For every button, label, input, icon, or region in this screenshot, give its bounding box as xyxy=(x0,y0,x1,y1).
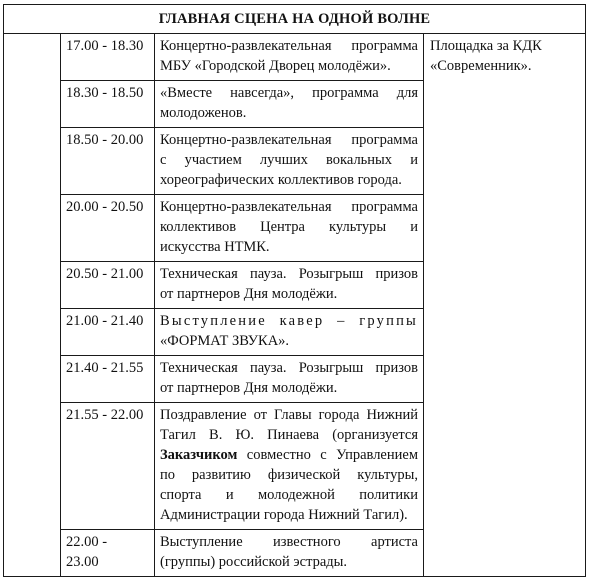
description-line: Поздравление от Главы города Нижний xyxy=(160,407,418,423)
description-line: Техническая пауза. Розыгрыш призов xyxy=(160,360,418,376)
description-line: (группы) российской эстрады. xyxy=(160,554,348,570)
time-text: 18.30 - 18.50 xyxy=(66,85,144,101)
description-cell xyxy=(155,262,424,309)
venue-line: Площадка за КДК xyxy=(430,38,542,54)
time-text: 21.55 - 22.00 xyxy=(66,407,144,423)
time-text: 17.00 - 18.30 xyxy=(66,38,144,54)
time-cell xyxy=(61,34,155,81)
time-text: 23.00 xyxy=(66,554,99,570)
schedule-table xyxy=(3,4,586,577)
description-cell xyxy=(155,530,424,577)
time-cell xyxy=(61,262,155,309)
description-line: искусства НТМК. xyxy=(160,239,270,255)
description-cell xyxy=(155,403,424,530)
time-cell xyxy=(61,403,155,530)
table-row xyxy=(4,34,586,81)
description-line: спорта и молодежной политики xyxy=(160,487,418,503)
time-text: 20.00 - 20.50 xyxy=(66,199,144,215)
time-cell xyxy=(61,530,155,577)
header-row xyxy=(4,5,586,34)
time-text: 22.00 - xyxy=(66,534,108,550)
description-cell xyxy=(155,356,424,403)
venue-line: «Современник». xyxy=(430,58,532,74)
description-line: Выступление кавер – группы xyxy=(160,313,418,329)
description-line: Концертно-развлекательная программа xyxy=(160,199,418,215)
schedule-title: ГЛАВНАЯ СЦЕНА НА ОДНОЙ ВОЛНЕ xyxy=(4,5,586,34)
description-cell xyxy=(155,195,424,262)
description-cell xyxy=(155,81,424,128)
description-line xyxy=(160,445,418,465)
time-text: 20.50 - 21.00 xyxy=(66,266,144,282)
description-line: МБУ «Городской Дворец молодёжи». xyxy=(160,58,391,74)
bold-word: Заказчиком xyxy=(160,447,238,463)
time-cell xyxy=(61,356,155,403)
time-cell xyxy=(61,81,155,128)
description-cell xyxy=(155,128,424,195)
time-text: 18.50 - 20.00 xyxy=(66,132,144,148)
description-fragment: совместно с Управлением xyxy=(246,447,419,463)
description-line: Выступление известного артиста xyxy=(160,534,418,550)
description-line: Техническая пауза. Розыгрыш призов xyxy=(160,266,418,282)
venue-cell xyxy=(424,34,586,577)
description-line: от партнеров Дня молодёжи. xyxy=(160,380,338,396)
blank-column xyxy=(4,34,61,577)
description-line: «Вместе навсегда», программа для xyxy=(160,85,418,101)
time-text: 21.40 - 21.55 xyxy=(66,360,144,376)
description-line: молодоженов. xyxy=(160,105,247,121)
time-text: 21.00 - 21.40 xyxy=(66,313,144,329)
description-line: «ФОРМАТ ЗВУКА». xyxy=(160,333,290,349)
description-line: Администрации города Нижний Тагил). xyxy=(160,507,408,523)
time-cell xyxy=(61,195,155,262)
description-line: хореографических коллективов города. xyxy=(160,172,402,188)
description-line: коллективов Центра культуры и xyxy=(160,219,418,235)
description-cell xyxy=(155,34,424,81)
description-line: Тагил В. Ю. Пинаева (организуется xyxy=(160,427,418,443)
time-cell xyxy=(61,309,155,356)
description-line: Концертно-развлекательная программа xyxy=(160,38,418,54)
description-line: Концертно-развлекательная программа xyxy=(160,132,418,148)
time-cell xyxy=(61,128,155,195)
description-cell xyxy=(155,309,424,356)
description-line: по развитию физической культуры, xyxy=(160,467,418,483)
description-line: от партнеров Дня молодёжи. xyxy=(160,286,338,302)
description-line: с участием лучших вокальных и xyxy=(160,152,418,168)
